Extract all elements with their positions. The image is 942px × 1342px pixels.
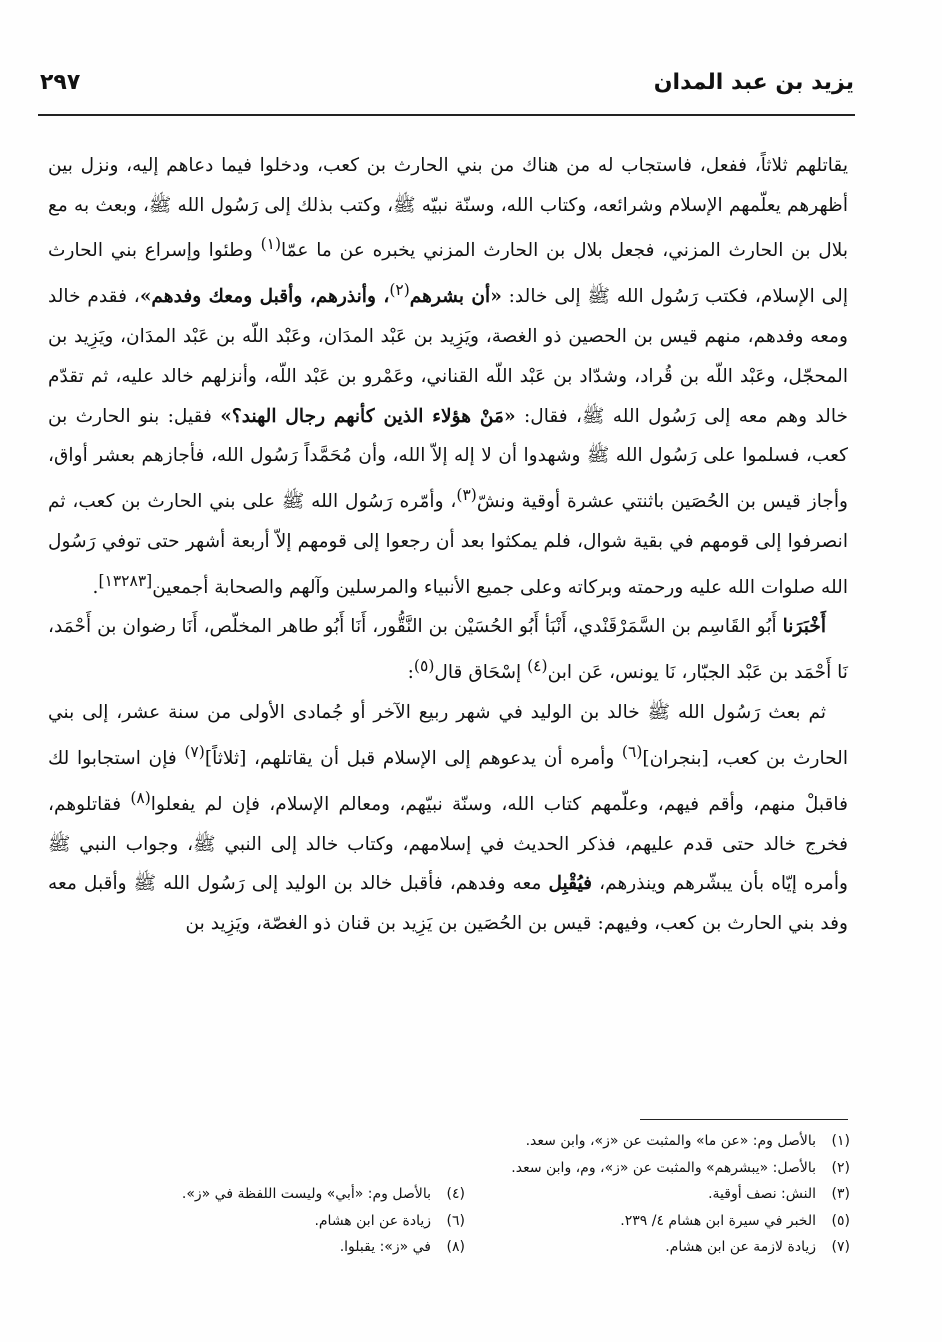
footnote-text: في «ز»: يقبلوا. [339, 1239, 431, 1255]
footnote-ref-2: (٢) [389, 281, 410, 300]
paragraph-2 [48, 607, 848, 693]
footnote-text: بالأصل وم: «عن ما» والمثبت عن «ز»، وابن سعد. [525, 1133, 816, 1149]
p2-bold: أَخْبَرَنا [782, 616, 826, 638]
footnote-rule [640, 1119, 848, 1120]
footnote-text: بالأصل: «يبشرهم» والمثبت عن «ز»، وم، وابن سعد. [511, 1159, 816, 1176]
p1-bold-3: «مَنْ هؤلاء الذين كأنهم رجال الهند؟» [220, 405, 516, 427]
p2-text: أَبُو القَاسِم بن السَّمَرْقَنْدي، أَنْبَأ أَبُو الحُسَيْن بن النَّقُّور، أَنَا أَبُو طاهر المخلّص، أَنَا رضوان بن أَحْمَد، نَا أَحْمَد بن عَبْد الجبّار، نَا يونس، عَن ابن [48, 616, 848, 684]
footnote-2 [80, 1155, 850, 1182]
footnote-number: (٤) [446, 1186, 465, 1202]
p1-text-3: ، فقدم خالد ومعه وفدهم، منهم قيس بن الحصين ذو الغصة، ويَزِيد بن عَبْد المدَان، وعَبْد اللّه بن عَبْد المدَان، ويَزِيد بن المحجّل، وعَبْد اللّه بن قُراد، وشدّاد بن عَبْد اللّه القناني، وعَمْرو بن عَبْد اللّه، وأنزلهم خالد عليه، ثم تقدّم خالد وهم معه إلى رَسُول الله ﷺ، فقال: [48, 286, 848, 427]
paragraph-3 [48, 693, 848, 944]
p2-text-2: إسْحَاق قال [434, 662, 528, 684]
footnote-text: الخبر في سيرة ابن هشام ٤/ ٢٣٩. [620, 1212, 816, 1229]
p1-text-5: ، وأمّره رَسُول الله ﷺ على بني الحارث بن كعب، ثم انصرفوا إلى قومهم في بقية شوال، فلم يمكثوا بعد أن رجعوا إلى قومهم إلاّ أربعة أشهر حتى توفي رَسُول الله صلوات الله عليه ورحمته وبركاته وعلى جميع الأنبياء والمرسلين وآلهم والصحابة أجمعين [48, 491, 848, 598]
footnote-ref-4: (٤) [527, 657, 548, 676]
footnote-7 [465, 1234, 850, 1261]
p3-text-2: وأمره أن يدعوهم إلى الإسلام قبل أن يقاتلهم، [ثلاثاً] [204, 747, 622, 769]
footnote-number: (٨) [446, 1239, 465, 1255]
footnote-ref-3: (٣) [456, 486, 477, 504]
p1-text-2: وطئوا وإسراع بني الحارث إلى الإسلام، فكتب رَسُول الله ﷺ إلى خالد: [48, 240, 848, 308]
running-title: يزيد بن عبد المدان [653, 70, 854, 95]
p3-text-4: فقاتلوهم، فخرج خالد حتى قدم عليهم، فذكر الحديث في إسلامهم، وكتاب خالد إلى النبي ﷺ، وجواب النبي ﷺ وأمره إيّاه بأن يبشّرهم وينذرهم، [48, 793, 849, 895]
p1-bold-1: «أن بشرهم [409, 286, 502, 308]
footnote-number: (١) [831, 1133, 850, 1149]
p1-bold-2: ، وأنذرهم، وأقبل ومعك وفدهم» [139, 286, 390, 308]
footnote-5 [465, 1208, 850, 1235]
footnote-ref-6: (٦) [621, 742, 643, 761]
footnote-8 [80, 1234, 465, 1261]
footnote-row [80, 1234, 850, 1261]
footnote-text: زيادة لازمة عن ابن هشام. [665, 1239, 816, 1255]
p3-text: ثم بعث رَسُول الله ﷺ خالد بن الوليد في شهر ربيع الآخر أو جُمادى الأولى من سنة عشر، إلى بني الحارث بن كعب، [بنجران] [48, 702, 848, 769]
footnote-ref-7: (٧) [184, 742, 205, 761]
page-number: ٢٩٧ [40, 70, 81, 95]
footnote-1 [80, 1128, 850, 1155]
footnote-number: (٧) [831, 1239, 850, 1255]
footnote-row [80, 1128, 850, 1155]
footnote-6 [80, 1208, 465, 1235]
footnote-text: زيادة عن ابن هشام. [314, 1212, 431, 1229]
footnote-number: (٦) [446, 1212, 465, 1229]
footnote-row [80, 1155, 850, 1182]
paragraph-1 [48, 146, 848, 607]
footnote-ref-5: (٥) [413, 657, 435, 676]
p1-text-4: فقيل: بنو الحارث بن كعب، فسلموا على رَسُول الله ﷺ وشهدوا أن لا إله إلاّ الله، وأن مُحَمَّداً رَسُول الله، فأجازهم بعشر أواق، وأجاز قيس بن الحُصَين باثنتي عشرة أوقية ونشّ [48, 405, 848, 513]
footnote-number: (٣) [831, 1186, 850, 1202]
header-rule [38, 114, 855, 116]
footnote-3 [465, 1181, 850, 1208]
footnote-ref-8: (٨) [130, 788, 151, 807]
footnotes [80, 1128, 850, 1261]
hadith-number: [١٣٢٨٣] [98, 571, 153, 590]
p2-end: : [407, 662, 414, 684]
p1-text: يقاتلهم ثلاثاً، ففعل، فاستجاب له من هناك من بني الحارث بن كعب، ودخلوا فيما دعاهم إليه، ونزل بين أظهرهم يعلّمهم الإسلام وشرائعه، وكتاب الله، وسنّة نبيّه ﷺ، وكتب بذلك إلى رَسُول الله ﷺ، وبعث به مع بلال بن الحارث المزني، فجعل بلال بن الحارث المزني يخبره عن ما عمّا [48, 155, 849, 262]
footnote-ref-1: (١) [260, 235, 282, 254]
footnote-text: النش: نصف أوقية. [708, 1186, 816, 1202]
footnote-text: بالأصل وم: «أبي» وليست اللفظة في «ز». [181, 1186, 431, 1202]
page-header [40, 56, 854, 106]
footnote-row [80, 1181, 850, 1208]
footnote-4 [80, 1181, 465, 1208]
p1-end: . [92, 576, 99, 598]
footnote-number: (٥) [831, 1212, 850, 1229]
p3-bold: فيُقْبِل [548, 873, 593, 895]
footnote-row [80, 1208, 850, 1235]
footnote-number: (٢) [831, 1159, 850, 1176]
p3-text-3: فإن استجابوا لك فاقبلْ منهم، وأقم فيهم، وعلّمهم كتاب الله، وسنّة نبيّهم، ومعالم الإسلام، فإن لم يفعلوا [48, 747, 848, 815]
p3-text-5: معه وفدهم، فأقبل خالد بن الوليد إلى رَسُول الله ﷺ وأقبل معه وفد بني الحارث بن كعب، وفيهم: قيس بن الحُصَين بن يَزِيد بن قنان ذو الغصّة، ويَزِيد بن [48, 873, 848, 934]
body-text [48, 146, 848, 944]
